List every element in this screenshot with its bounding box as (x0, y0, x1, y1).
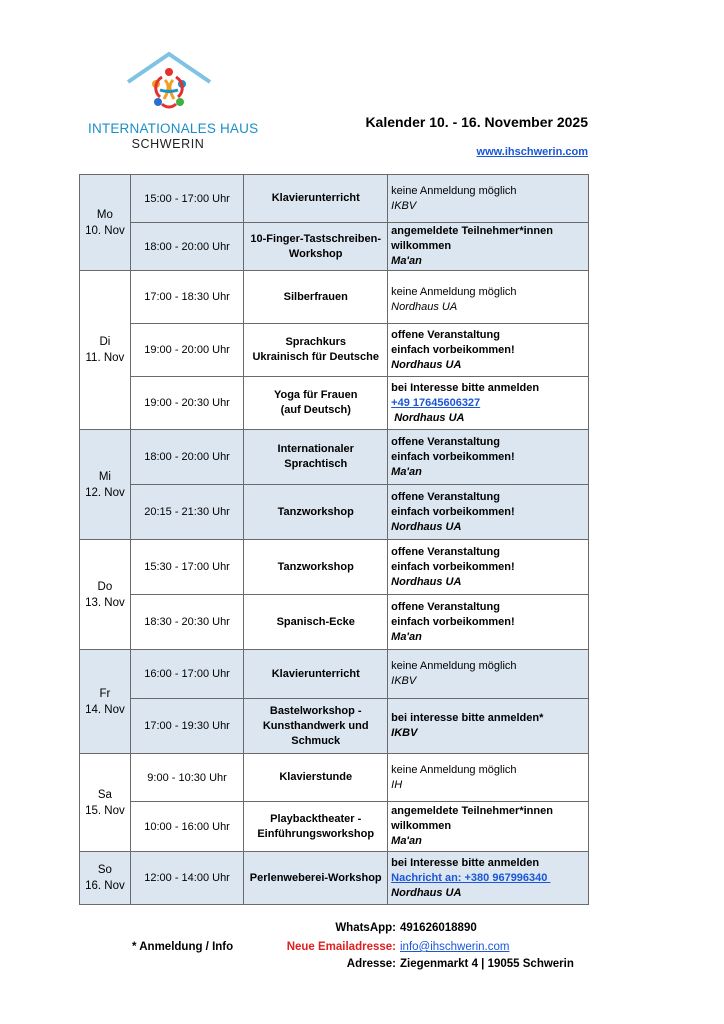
table-row (80, 852, 589, 905)
time-cell: 19:00 - 20:30 Uhr (130, 377, 243, 430)
event-info: offene Veranstaltung einfach vorbeikommen! Nordhaus UA (388, 485, 589, 540)
table-row (80, 324, 589, 377)
table-row (80, 802, 589, 852)
event-info: offene Veranstaltung einfach vorbeikommen! Nordhaus UA (388, 324, 589, 377)
logo (88, 50, 259, 160)
event-title: Playbacktheater - Einführungsworkshop (244, 802, 388, 852)
table-row (80, 271, 589, 324)
day-name: Fr (99, 687, 111, 700)
event-info: bei Interesse bitte anmelden Nachricht an: +380 967996340 Nordhaus UA (388, 852, 589, 905)
event-info: offene Veranstaltung einfach vorbeikommen! Ma'an (388, 595, 589, 650)
event-info: offene Veranstaltung einfach vorbeikommen! Ma'an (388, 430, 589, 485)
day-date: 16. Nov (85, 880, 125, 892)
day-date: 15. Nov (85, 804, 125, 817)
event-info: bei interesse bitte anmelden* IKBV (388, 699, 589, 754)
table-row (80, 485, 589, 540)
day-name: Sa (97, 788, 112, 801)
time-cell: 10:00 - 16:00 Uhr (130, 802, 243, 852)
time-cell: 17:00 - 18:30 Uhr (130, 271, 243, 324)
day-cell (80, 430, 131, 540)
event-title: Tanzworkshop (244, 485, 388, 540)
registration-note: * Anmeldung / Info (132, 941, 234, 953)
phone-link[interactable]: +49 17645606327 (391, 396, 481, 409)
event-title: Silberfrauen (244, 271, 388, 324)
org-city: SCHWERIN (131, 137, 205, 151)
table-row (80, 223, 589, 271)
event-info: bei Interesse bitte anmelden +49 17645606327 Nordhaus UA (388, 377, 589, 430)
table-row (80, 650, 589, 699)
event-info: keine Anmeldung möglich IKBV (388, 175, 589, 223)
event-title: Perlenweberei-Workshop (244, 852, 388, 905)
day-cell (80, 754, 131, 852)
email-label: Neue Emailadresse: (286, 941, 396, 953)
day-cell (80, 650, 131, 754)
day-name: So (97, 864, 112, 876)
org-name: INTERNATIONALES HAUS (88, 121, 259, 136)
event-info: angemeldete Teilnehmer*innen wilkommen Ma'an (388, 802, 589, 852)
day-date: 10. Nov (85, 224, 125, 237)
email-link[interactable]: info@ihschwerin.com (400, 941, 510, 953)
time-cell: 9:00 - 10:30 Uhr (130, 754, 243, 802)
table-row (80, 377, 589, 430)
time-cell: 16:00 - 17:00 Uhr (130, 650, 243, 699)
website-link[interactable]: www.ihschwerin.com (476, 146, 588, 158)
event-title: Spanisch-Ecke (244, 595, 388, 650)
day-date: 11. Nov (85, 352, 125, 364)
table-row (80, 699, 589, 754)
event-title: 10-Finger-Tastschreiben- Workshop (244, 223, 388, 271)
day-name: Mo (96, 208, 113, 221)
time-cell: 15:30 - 17:00 Uhr (130, 540, 243, 595)
time-cell: 19:00 - 20:00 Uhr (130, 324, 243, 377)
address-label: Adresse: (346, 958, 396, 970)
table-row (80, 430, 589, 485)
day-cell (80, 271, 131, 430)
time-cell: 15:00 - 17:00 Uhr (130, 175, 243, 223)
event-title: Yoga für Frauen (auf Deutsch) (244, 377, 388, 430)
time-cell: 18:00 - 20:00 Uhr (130, 223, 243, 271)
day-name: Do (97, 580, 113, 593)
event-title: Internationaler Sprachtisch (244, 430, 388, 485)
event-title: Klavierunterricht (244, 175, 388, 223)
event-title: Tanzworkshop (244, 540, 388, 595)
message-link[interactable]: Nachricht an: +380 967996340 (391, 871, 551, 884)
event-info: keine Anmeldung möglich IH (388, 754, 589, 802)
calendar-table (79, 174, 589, 905)
page-title: Kalender 10. - 16. November 2025 (365, 114, 588, 130)
day-date: 13. Nov (85, 596, 125, 609)
event-title: Klavierunterricht (244, 650, 388, 699)
event-info: offene Veranstaltung einfach vorbeikommen! Nordhaus UA (388, 540, 589, 595)
table-row (80, 595, 589, 650)
time-cell: 20:15 - 21:30 Uhr (130, 485, 243, 540)
event-info: keine Anmeldung möglich IKBV (388, 650, 589, 699)
event-title: Klavierstunde (244, 754, 388, 802)
day-cell (80, 852, 131, 905)
table-row (80, 540, 589, 595)
time-cell: 17:00 - 19:30 Uhr (130, 699, 243, 754)
event-info: angemeldete Teilnehmer*innen wilkommen Ma'an (388, 223, 589, 271)
event-title: Bastelworkshop - Kunsthandwerk und Schmuck (244, 699, 388, 754)
day-date: 14. Nov (85, 703, 125, 716)
day-date: 12. Nov (85, 486, 125, 499)
address-value: Ziegenmarkt 4 | 19055 Schwerin (400, 958, 574, 970)
event-title: Sprachkurs Ukrainisch für Deutsche (244, 324, 388, 377)
time-cell: 18:00 - 20:00 Uhr (130, 430, 243, 485)
time-cell: 12:00 - 14:00 Uhr (130, 852, 243, 905)
table-row (80, 754, 589, 802)
day-cell (80, 175, 131, 271)
whatsapp-label: WhatsApp: (335, 922, 396, 934)
day-cell (80, 540, 131, 650)
logo-house-icon (124, 50, 214, 122)
event-info: keine Anmeldung möglich Nordhaus UA (388, 271, 589, 324)
day-name: Mi (98, 470, 111, 483)
day-name: Di (99, 336, 111, 348)
table-row (80, 175, 589, 223)
time-cell: 18:30 - 20:30 Uhr (130, 595, 243, 650)
whatsapp-value: 491626018890 (400, 922, 477, 934)
